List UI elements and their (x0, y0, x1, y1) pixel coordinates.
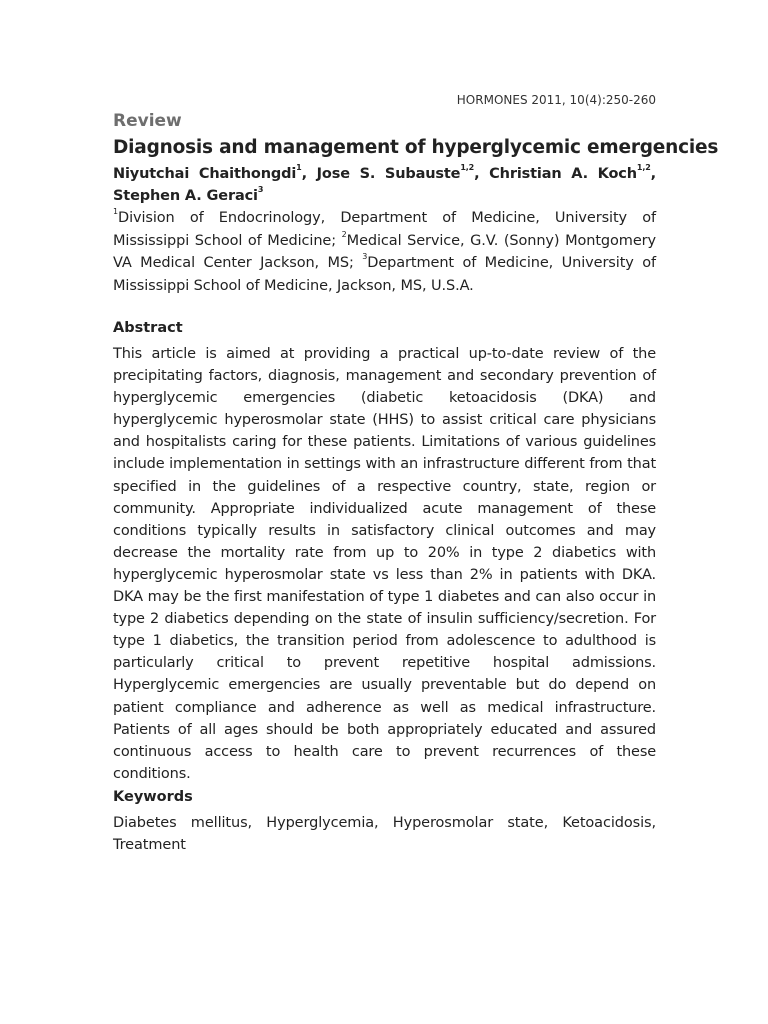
author: Christian A. Koch$^{1,2}$, (489, 163, 656, 182)
author-name: Stephen A. Geraci (113, 188, 258, 204)
abstract-heading: Abstract (113, 320, 183, 336)
affiliation-text: Division of Endocrinology, Department of Medicine, University of Mississippi School of Medicine; (113, 210, 656, 249)
affiliation-text: Department of Medicine, University of Mississippi School of Medicine, Jackson, MS, U.S.A. (113, 255, 656, 294)
author-affiliation-mark: 1 (296, 163, 302, 173)
author-list (113, 163, 656, 207)
affiliation-text: Medical Service, G.V. (Sonny) Montgomery VA Medical Center Jackson, MS; (113, 232, 656, 271)
author: Niyutchai Chaithongdi$^1$, (113, 163, 317, 182)
author-name: Niyutchai Chaithongdi (113, 166, 297, 182)
keywords-heading: Keywords (113, 789, 193, 805)
abstract-text: This article is aimed at providing a practical up-to-date review of the precipitating factors, diagnosis, management and secondary prevention of hyperglycemic emergencies (diabetic ketoacidosis (DKA) and hyperglycemic hyperosmolar state (HHS) to assist critical care physicians and hospitalists caring for these patients. Limitations of various guidelines include implementation in settings with an infrastructure different from that specified in the guidelines of a respective country, state, region or community. Appropriate individualized acute management of these conditions typically results in satisfactory clinical outcomes and may decrease the mortality rate from up to 20% in type 2 diabetics with hyperglycemic hyperosmolar state vs less than 2% in patients with DKA. DKA may be the first manifestation of type 1 diabetes and can also occur in type 2 diabetics depending on the state of insulin sufficiency/secretion. For type 1 diabetics, the transition period from adolescence to adulthood is particularly critical to prevent repetitive hospital admissions. Hyperglycemic emergencies are usually preventable but do depend on patient compliance and adherence as well as medical infrastructure. Patients of all ages should be both appropriately educated and assured continuous access to health care to prevent recurrences of these conditions. (113, 346, 656, 782)
affiliations (113, 207, 656, 297)
author: Jose S. Subauste$^{1,2}$, (316, 163, 490, 182)
journal-reference: HORMONES 2011, 10(4):250-260 (456, 93, 656, 107)
author-affiliation-mark: 1,2 (460, 163, 475, 173)
keywords-text: Diabetes mellitus, Hyperglycemia, Hyperosmolar state, Ketoacidosis, Treatment (113, 815, 656, 853)
author-name: Christian A. Koch (489, 166, 637, 182)
author-name: Jose S. Subauste (316, 166, 461, 182)
author-affiliation-mark: 1,2 (636, 163, 651, 173)
author (113, 185, 264, 204)
paper-title: Diagnosis and management of hyperglycemic emergencies (113, 137, 719, 158)
author-affiliation-mark: 3 (257, 185, 264, 195)
section-label: Review (113, 111, 182, 131)
affiliation-mark: 3 (362, 252, 368, 262)
affiliation-mark: 2 (341, 229, 347, 239)
affiliation-mark: 1 (113, 207, 118, 217)
